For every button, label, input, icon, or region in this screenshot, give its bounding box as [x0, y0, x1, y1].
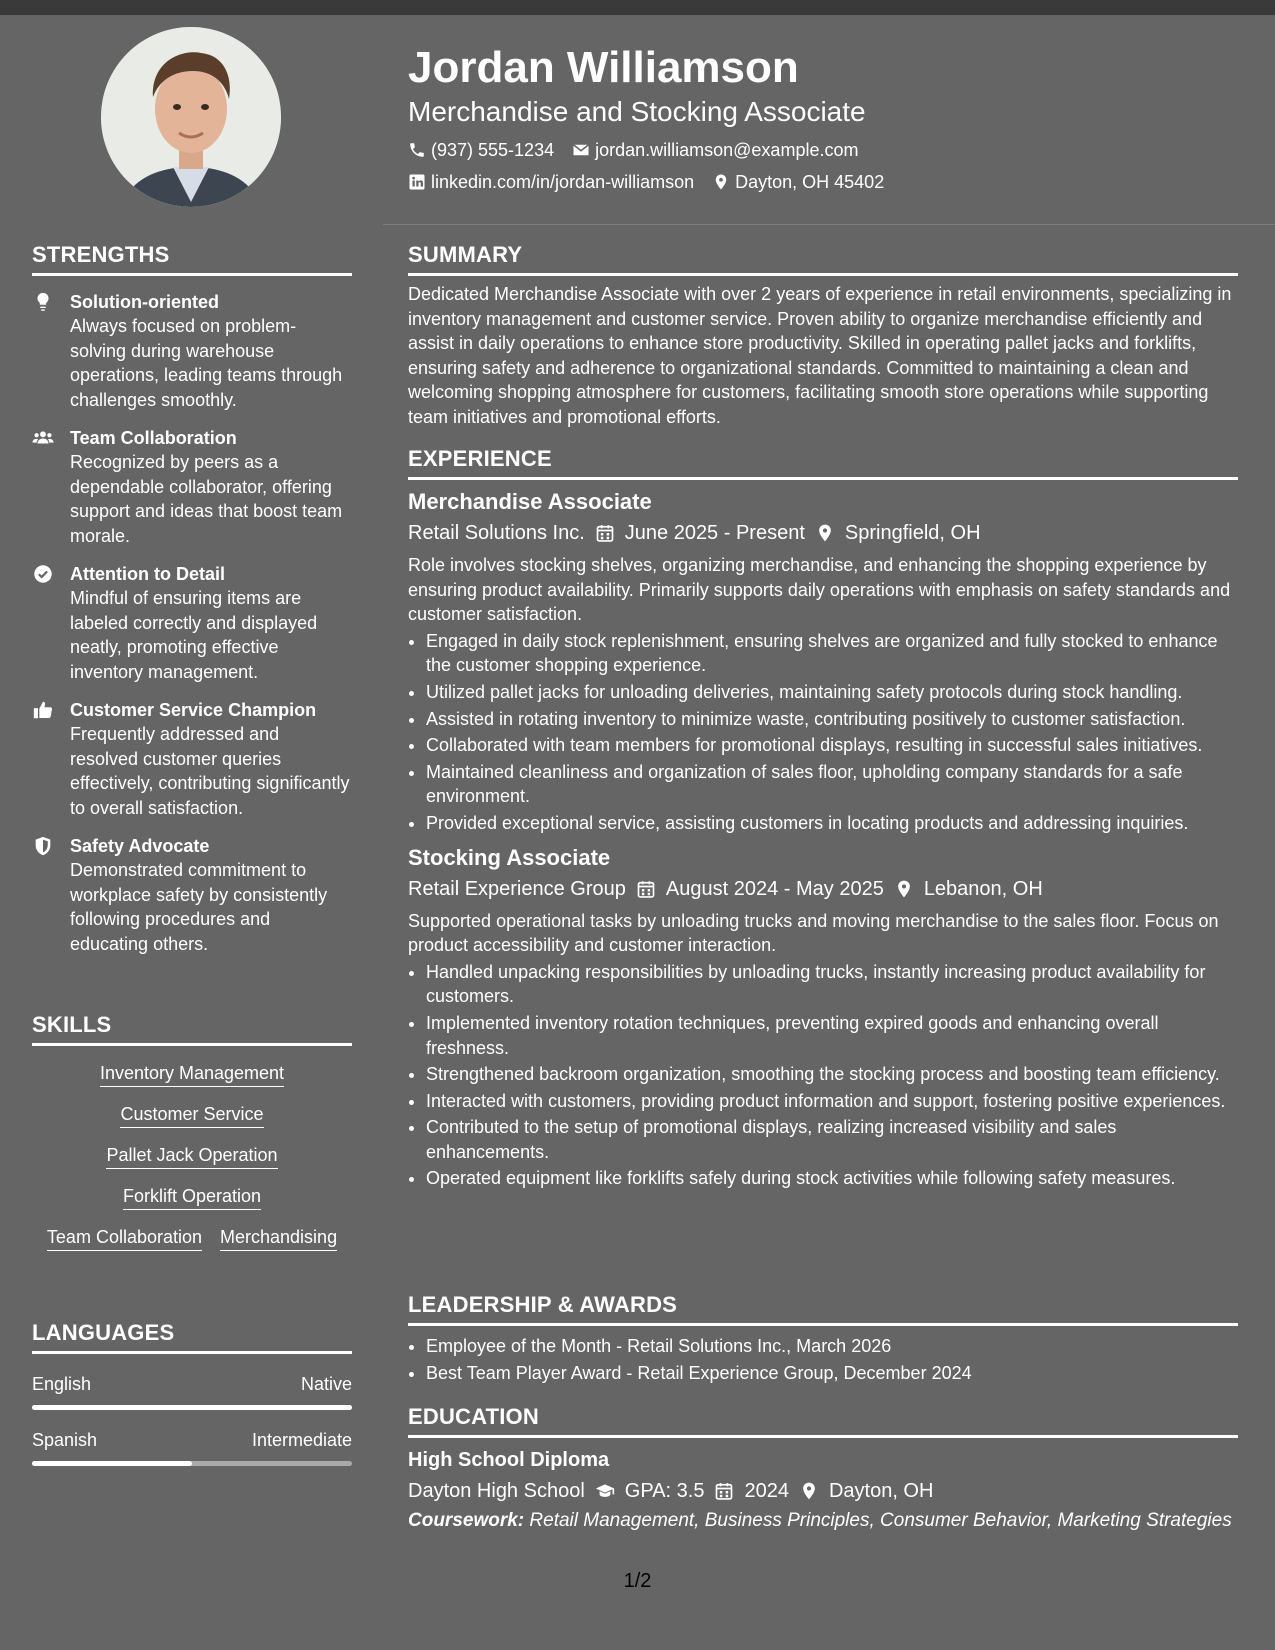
job-bullet: • Operated equipment like forklifts safely during stock activities while following safety measures. — [426, 1166, 1238, 1191]
header-divider — [383, 224, 1275, 225]
education-meta — [408, 1477, 1238, 1505]
map-pin-icon — [894, 879, 914, 899]
awards-heading: LEADERSHIP & AWARDS — [408, 1292, 1238, 1326]
calendar-icon — [636, 879, 656, 899]
experience-heading: EXPERIENCE — [408, 446, 1238, 480]
job-bullet: • Provided exceptional service, assisting customers in locating products and addressing inquiries. — [426, 811, 1238, 836]
check-circle-icon — [32, 563, 54, 585]
strength-title: Solution-oriented — [70, 292, 219, 312]
language-name: Spanish — [32, 1430, 98, 1450]
skill-tag: Pallet Jack Operation — [106, 1144, 277, 1169]
map-pin-icon — [712, 173, 730, 191]
language-name: English — [32, 1374, 92, 1394]
school-location: Dayton, OH — [828, 1480, 934, 1502]
strength-description: Recognized by peers as a dependable collaborator, offering support and ideas that boost team morale. — [70, 452, 343, 546]
phone-contact[interactable] — [408, 138, 554, 162]
skills-section — [32, 1012, 352, 1251]
job-bullet: • Utilized pallet jacks for unloading deliveries, maintaining safety protocols during stock handling. — [426, 680, 1238, 705]
shield-icon — [32, 835, 54, 857]
strength-title: Attention to Detail — [70, 564, 225, 584]
skill-tag: Customer Service — [120, 1103, 263, 1128]
resume-header — [408, 42, 1238, 194]
strength-description: Frequently addressed and resolved customer queries effectively, contributing significantly to overall satisfaction. — [70, 724, 350, 818]
job-bullet: • Implemented inventory rotation techniques, preventing expired goods and enhancing overall freshness. — [426, 1011, 1238, 1060]
strength-item — [32, 834, 352, 956]
location-text: Dayton, OH 45402 — [735, 172, 885, 192]
email-contact[interactable] — [572, 138, 858, 162]
profile-photo — [101, 27, 281, 207]
strength-title: Customer Service Champion — [70, 700, 317, 720]
education-section — [408, 1404, 1238, 1534]
job-dates: June 2025 - Present — [624, 522, 805, 544]
job-bullet: • Assisted in rotating inventory to minimize waste, contributing positively to customer satisfaction. — [426, 707, 1238, 732]
candidate-name: Jordan Williamson — [408, 43, 799, 92]
job-bullet: • Collaborated with team members for promotional displays, resulting in successful sales initiatives. — [426, 733, 1238, 758]
strength-item — [32, 426, 352, 548]
award-item: • Employee of the Month - Retail Solutions Inc., March 2026 — [426, 1334, 1238, 1359]
job-bullets — [408, 960, 1238, 1191]
degree-title: High School Diploma — [408, 1449, 610, 1471]
strength-description: Demonstrated commitment to workplace safety by consistently following procedures and educating others. — [70, 860, 328, 954]
linkedin-contact[interactable] — [408, 170, 694, 194]
phone-icon — [408, 141, 426, 159]
job-description: Supported operational tasks by unloading trucks and moving merchandise to the sales floor. Focus on product accessibility and customer interaction. — [408, 910, 1219, 956]
job-location: Springfield, OH — [844, 522, 981, 544]
job-dates: August 2024 - May 2025 — [665, 877, 884, 900]
gpa-text: GPA: 3.5 — [624, 1480, 705, 1502]
language-item — [32, 1428, 352, 1466]
language-proficiency-fill — [32, 1405, 352, 1410]
language-level: Native — [300, 1374, 352, 1394]
job-bullet: • Interacted with customers, providing product information and support, fostering positive experiences. — [426, 1089, 1238, 1114]
coursework — [408, 1509, 1238, 1534]
job-company: Retail Solutions Inc. — [408, 522, 585, 544]
summary-heading: SUMMARY — [408, 242, 1238, 276]
skills-heading: SKILLS — [32, 1012, 352, 1046]
skill-tag: Merchandising — [220, 1226, 337, 1251]
location-contact — [712, 170, 884, 194]
strength-title: Safety Advocate — [70, 836, 210, 856]
job-bullet: • Maintained cleanliness and organization of sales floor, upholding company standards for a safe environment. — [426, 760, 1238, 809]
language-proficiency-bar — [32, 1405, 352, 1410]
contact-row-1 — [408, 138, 1238, 162]
coursework-list: Retail Management, Business Principles, Consumer Behavior, Marketing Strategies — [529, 1510, 1232, 1531]
job-description: Role involves stocking shelves, organizing merchandise, and enhancing the shopping experience by ensuring product availability. Primarily supports daily operations with emphasis on safety standards and customer satisfaction. — [408, 555, 1231, 625]
coursework-label: Coursework: — [408, 1510, 525, 1531]
job-bullets — [408, 629, 1238, 836]
school-name: Dayton High School — [408, 1480, 585, 1502]
strength-item — [32, 562, 352, 684]
linkedin-icon — [408, 173, 426, 191]
job-meta — [408, 519, 1238, 547]
languages-heading: LANGUAGES — [32, 1320, 352, 1354]
awards-section — [408, 1292, 1238, 1385]
phone-text: (937) 555-1234 — [431, 140, 555, 160]
envelope-icon — [572, 141, 590, 159]
language-proficiency-bar — [32, 1461, 352, 1466]
skill-tag: Team Collaboration — [47, 1226, 202, 1251]
skill-tag: Inventory Management — [100, 1062, 284, 1087]
skill-tag: Forklift Operation — [123, 1185, 261, 1210]
graduation-cap-icon — [595, 1481, 615, 1501]
lightbulb-icon — [32, 291, 54, 313]
job-title: Merchandise Associate — [408, 489, 652, 514]
strength-item — [32, 290, 352, 412]
job-bullet: • Handled unpacking responsibilities by unloading trucks, instantly increasing product availability for customers. — [426, 960, 1238, 1009]
strength-description: Always focused on problem-solving during warehouse operations, leading teams through challenges smoothly. — [70, 316, 343, 410]
calendar-icon — [714, 1481, 734, 1501]
job-bullet: • Contributed to the setup of promotional displays, realizing increased visibility and sales enhancements. — [426, 1115, 1238, 1164]
language-item — [32, 1372, 352, 1410]
award-list — [408, 1334, 1238, 1385]
thumbs-up-icon — [32, 699, 54, 721]
award-item: • Best Team Player Award - Retail Experience Group, December 2024 — [426, 1361, 1238, 1386]
language-proficiency-fill — [32, 1461, 192, 1466]
strength-title: Team Collaboration — [70, 428, 237, 448]
job-title: Stocking Associate — [408, 844, 611, 870]
job-company: Retail Experience Group — [408, 877, 626, 900]
graduation-year: 2024 — [744, 1480, 789, 1502]
education-heading: EDUCATION — [408, 1404, 1238, 1438]
summary-section — [408, 242, 1238, 430]
strength-description: Mindful of ensuring items are labeled correctly and displayed neatly, promoting effective inventory management. — [70, 588, 318, 682]
contact-row-2 — [408, 170, 1238, 194]
calendar-icon — [595, 523, 615, 543]
job-meta — [408, 875, 1238, 903]
languages-section — [32, 1320, 352, 1466]
job-entry — [408, 844, 1238, 1192]
map-pin-icon — [799, 1481, 819, 1501]
language-level: Intermediate — [251, 1430, 352, 1450]
email-text: jordan.williamson@example.com — [595, 140, 859, 160]
linkedin-text: linkedin.com/in/jordan-williamson — [431, 172, 695, 192]
top-bar — [0, 0, 1275, 15]
candidate-role: Merchandise and Stocking Associate — [408, 96, 866, 127]
strength-item — [32, 698, 352, 820]
job-bullet: • Engaged in daily stock replenishment, ensuring shelves are organized and fully stocked to enhance the customer shopping experience. — [426, 629, 1238, 678]
experience-section — [408, 446, 1238, 1191]
summary-text: Dedicated Merchandise Associate with over 2 years of experience in retail environments, specializing in inventory management and customer service. Proven ability to organize merchandise efficiently and assist in daily operations to enhance store productivity. Skilled in operating pallet jacks and forklifts, ensuring safety and adherence to organizational standards. Committed to maintaining a clean and welcoming shopping atmosphere for customers, facilitating smooth store operations while supporting team initiatives and promotional efforts. — [408, 284, 1232, 427]
strengths-section — [32, 242, 352, 956]
users-icon — [32, 427, 54, 449]
job-bullet: • Strengthened backroom organization, smoothing the stocking process and boosting team efficiency. — [426, 1062, 1238, 1087]
strengths-heading: STRENGTHS — [32, 242, 352, 276]
map-pin-icon — [815, 523, 835, 543]
job-entry — [408, 488, 1238, 836]
job-location: Lebanon, OH — [923, 877, 1043, 900]
page-number: 1/2 — [623, 1570, 652, 1592]
skill-list — [32, 1062, 352, 1251]
